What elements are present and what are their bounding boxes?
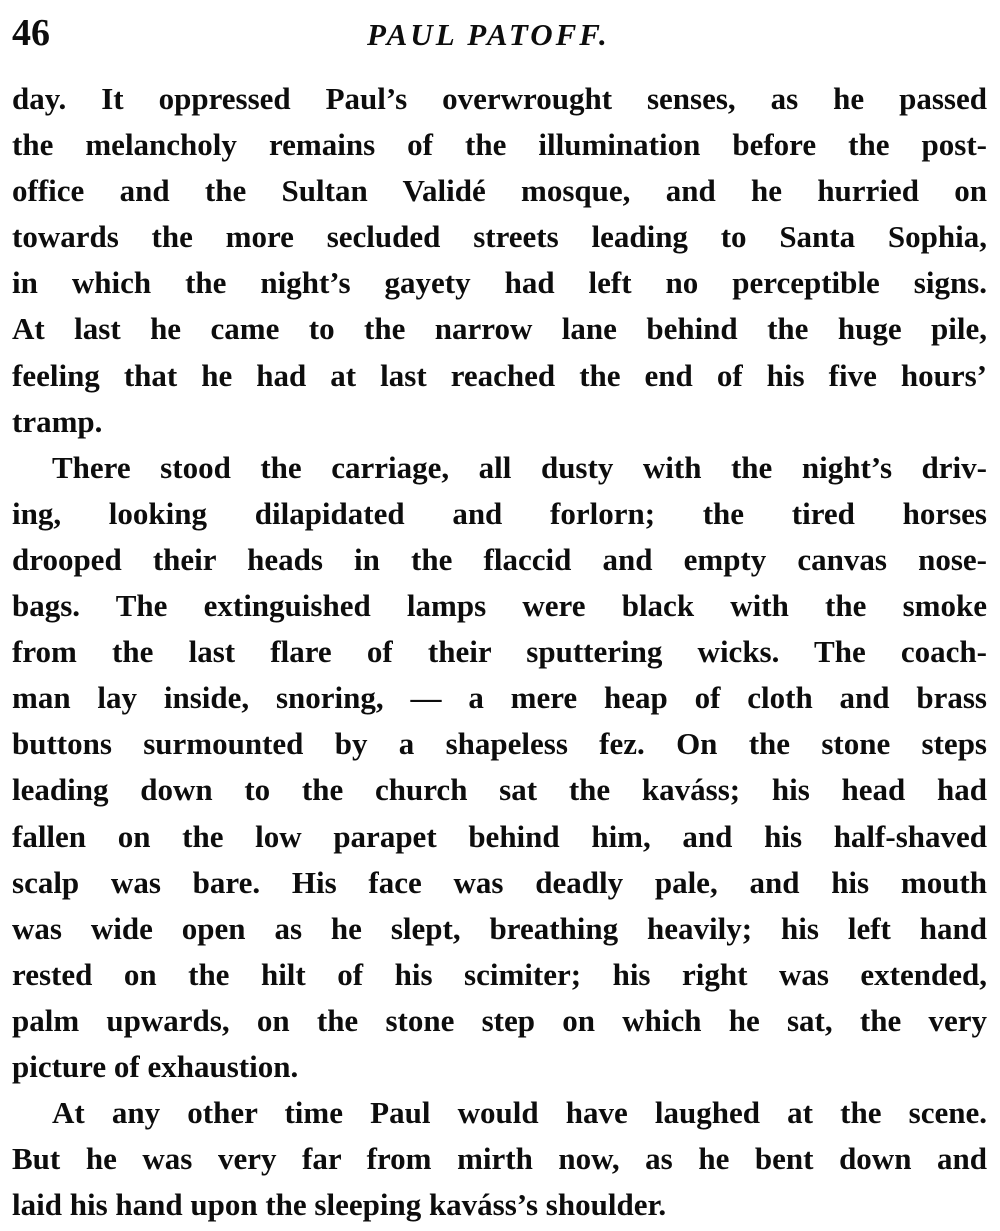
text-line: At any other time Paul would have laughed at the scene. (52, 1095, 987, 1131)
text-line: day. It oppressed Paul’s overwrought senses, as he passed (12, 81, 987, 116)
text-line: bags. The extinguished lamps were black with the smoke (12, 588, 987, 624)
text-line: from the last flare of their sputtering wicks. The coach- (12, 634, 987, 670)
text-line: the melancholy remains of the illumination before the post- (12, 127, 987, 163)
text-line: leading down to the church sat the kaváss; his head had (12, 772, 987, 808)
text-line: picture of exhaustion. (12, 1048, 299, 1084)
paragraph-3 (12, 1090, 987, 1228)
text-line: scalp was bare. His face was deadly pale, and his mouth (12, 864, 987, 900)
text-line: There stood the carriage, all dusty with the night’s driv- (52, 449, 987, 485)
text-line: fallen on the low parapet behind him, and his half-shaved (12, 818, 987, 854)
text-line: drooped their heads in the flaccid and empty canvas nose- (12, 541, 987, 577)
running-title: PAUL PATOFF. (367, 17, 610, 52)
text-line: ing, looking dilapidated and forlorn; the tired horses (12, 495, 987, 531)
text-line: laid his hand upon the sleeping kaváss’s shoulder. (12, 1187, 667, 1223)
book-page (12, 0, 987, 1231)
text-line: was wide open as he slept, breathing heavily; his left hand (12, 910, 987, 946)
text-line: buttons surmounted by a shapeless fez. On the stone steps (12, 726, 987, 762)
text-line: man lay inside, snoring, — a mere heap of cloth and brass (12, 680, 987, 716)
paragraph-1 (12, 76, 987, 445)
text-line: palm upwards, on the stone step on which he sat, the very (12, 1002, 987, 1038)
page-number: 46 (12, 12, 50, 54)
text-line: towards the more secluded streets leading to Santa Sophia, (12, 219, 987, 255)
paragraph-2 (12, 445, 987, 1090)
text-line: in which the night’s gayety had left no perceptible signs. (12, 265, 987, 301)
page-header (12, 8, 987, 58)
body-text (12, 76, 987, 1228)
text-line: But he was very far from mirth now, as he bent down and (12, 1141, 987, 1177)
text-line: office and the Sultan Validé mosque, and he hurried on (12, 173, 987, 209)
text-line: feeling that he had at last reached the end of his five hours’ (12, 357, 987, 393)
text-line: rested on the hilt of his scimiter; his right was extended, (12, 956, 987, 992)
text-line: At last he came to the narrow lane behind the huge pile, (12, 311, 987, 347)
text-line: tramp. (12, 403, 103, 439)
